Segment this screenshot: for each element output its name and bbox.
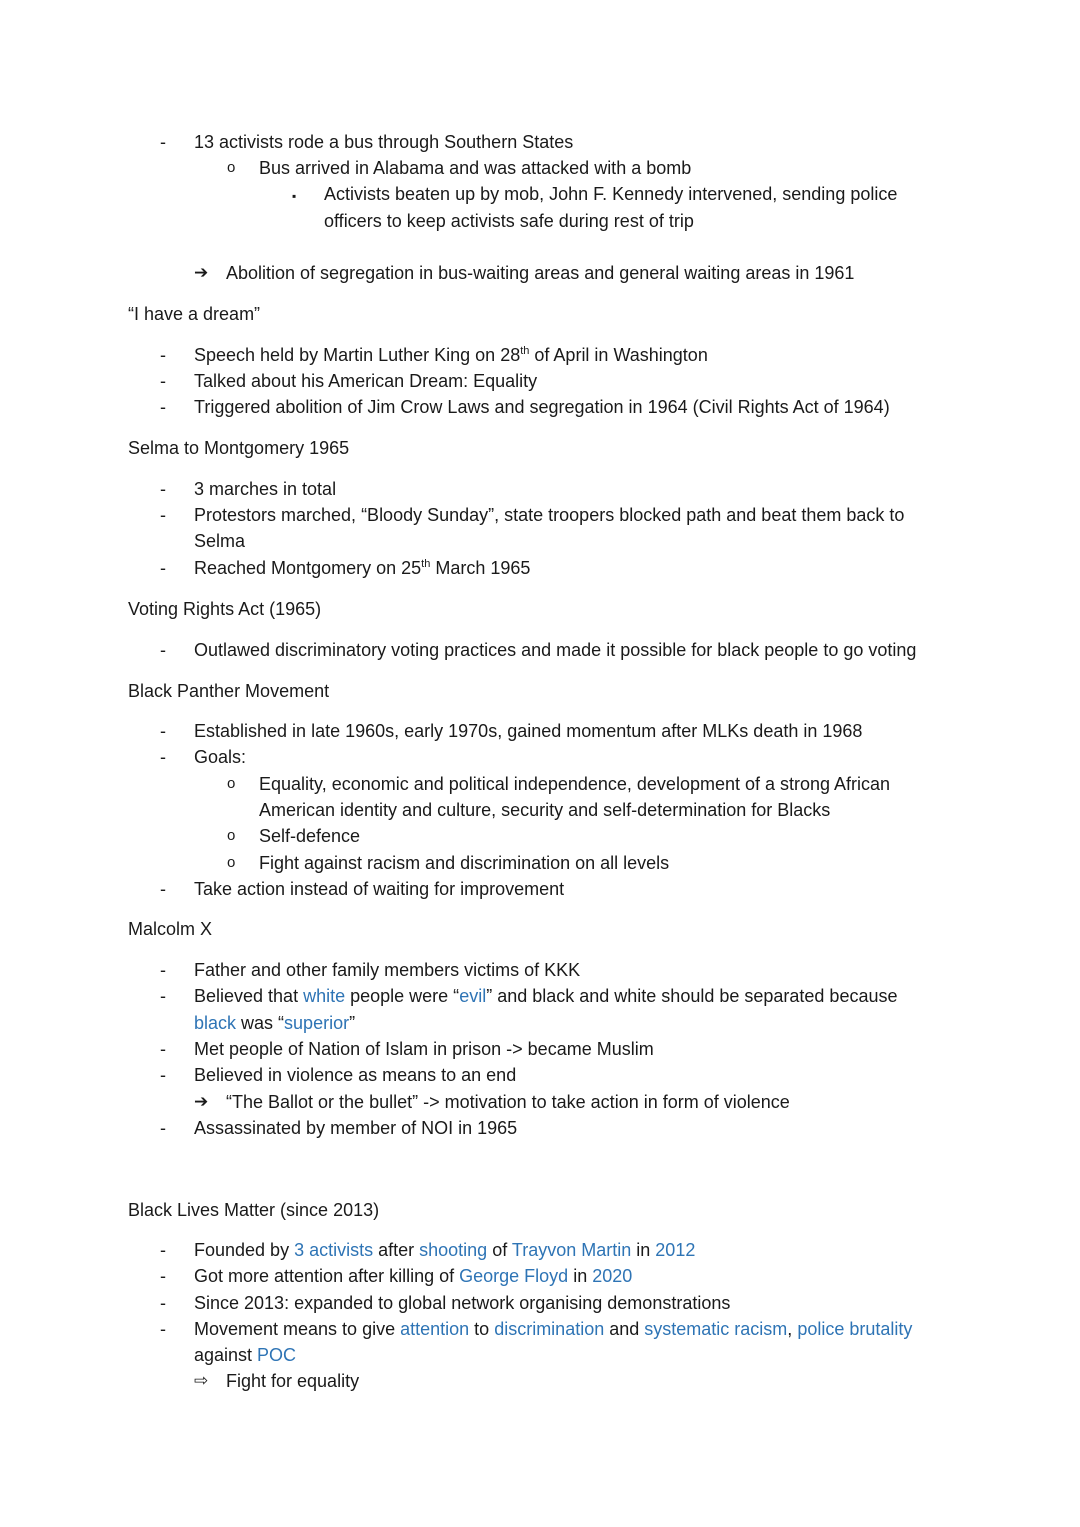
highlighted-term: black [194, 1013, 237, 1033]
text-run: March 1965 [430, 558, 531, 578]
dash-bullet: - [160, 879, 166, 899]
section-heading [128, 918, 212, 940]
text-run: Movement means to give [194, 1319, 401, 1339]
text-run: Take action instead of waiting for improvement [194, 879, 565, 899]
bullet-text [259, 773, 890, 795]
dash-bullet: - [160, 640, 166, 660]
dash-bullet: - [160, 986, 166, 1006]
bullet-text [194, 504, 904, 526]
text-run: Believed that [194, 986, 304, 1006]
text-run: Reached Montgomery on 25 [194, 558, 422, 578]
section-heading [128, 680, 329, 702]
highlighted-term: George Floyd [459, 1266, 569, 1286]
highlighted-term: discrimination [494, 1319, 605, 1339]
bullet-text [324, 183, 897, 205]
text-run: ” [349, 1013, 356, 1033]
highlighted-term: 2020 [592, 1266, 633, 1286]
text-run: Speech held by Martin Luther King on 28 [194, 345, 521, 365]
square-bullet-icon: ▪ [292, 189, 297, 203]
text-run: Outlawed discriminatory voting practices and made it possible for black people to go voting [194, 640, 917, 660]
dash-bullet: - [160, 505, 166, 525]
text-run: Bus arrived in Alabama and was attacked with a bomb [259, 158, 692, 178]
dash-bullet: - [160, 1039, 166, 1059]
bullet-text [259, 852, 669, 874]
text-run: Father and other family members victims of KKK [194, 960, 581, 980]
dash-bullet: - [160, 1240, 166, 1260]
dash-bullet: - [160, 1319, 166, 1339]
bullet-text [194, 959, 580, 981]
circle-bullet-icon: o [227, 854, 236, 871]
circle-bullet-icon: o [227, 827, 236, 844]
text-run: ” and black and white should be separated because [486, 986, 898, 1006]
dash-bullet: - [160, 960, 166, 980]
text-run: Talked about his American Dream: Equality [194, 371, 538, 391]
text-run: Believed in violence as means to an end [194, 1065, 517, 1085]
bullet-text [194, 1064, 516, 1086]
text-run: Assassinated by member of NOI in 1965 [194, 1118, 518, 1138]
text-run: Fight against racism and discrimination on all levels [259, 853, 670, 873]
highlighted-term: POC [257, 1345, 297, 1365]
ordinal-suffix: th [421, 558, 431, 570]
bullet-text [194, 478, 336, 500]
text-run: Black Panther Movement [128, 681, 330, 701]
bullet-text [194, 1292, 730, 1314]
section-heading [128, 1199, 379, 1221]
text-run: Selma to Montgomery 1965 [128, 438, 350, 458]
bullet-text [194, 878, 564, 900]
highlighted-term: white [303, 986, 346, 1006]
text-run: 3 marches in total [194, 479, 337, 499]
dash-bullet: - [160, 132, 166, 152]
bullet-continuation [324, 210, 694, 232]
text-run: of [487, 1240, 512, 1260]
bullet-text [194, 1038, 654, 1060]
text-run: Since 2013: expanded to global network organising demonstrations [194, 1293, 731, 1313]
text-run: Equality, economic and political independence, development of a strong African [259, 774, 891, 794]
text-run: Protestors marched, “Bloody Sunday”, state troopers blocked path and beat them back to [194, 505, 905, 525]
section-heading [128, 437, 349, 459]
highlighted-term: 3 activists [294, 1240, 374, 1260]
bullet-text [194, 370, 537, 392]
highlighted-term: Trayvon Martin [511, 1240, 632, 1260]
text-run: and [604, 1319, 645, 1339]
bullet-text [194, 746, 246, 768]
ordinal-suffix: th [520, 345, 530, 357]
text-run: Founded by [194, 1240, 295, 1260]
bullet-continuation [194, 530, 245, 552]
bullet-continuation [194, 1012, 355, 1034]
text-run: officers to keep activists safe during rest of trip [324, 211, 694, 231]
text-run: in [631, 1240, 656, 1260]
text-run: Got more attention after killing of [194, 1266, 460, 1286]
text-run: , [787, 1319, 798, 1339]
text-run: Self-defence [259, 826, 361, 846]
arrow-bullet-icon: ➔ [194, 1092, 209, 1111]
highlighted-term: 2012 [655, 1240, 696, 1260]
dash-bullet: - [160, 371, 166, 391]
text-run: Selma [194, 531, 246, 551]
highlighted-term: attention [400, 1319, 470, 1339]
bullet-text [194, 557, 530, 579]
dash-bullet: - [160, 558, 166, 578]
highlighted-term: evil [459, 986, 487, 1006]
highlighted-term: police brutality [797, 1319, 913, 1339]
text-run: against [194, 1345, 258, 1365]
bullet-text [194, 1239, 695, 1261]
dash-bullet: - [160, 1266, 166, 1286]
bullet-continuation [259, 799, 830, 821]
text-run: Triggered abolition of Jim Crow Laws and segregation in 1964 (Civil Rights Act of 1964) [194, 397, 890, 417]
bullet-text [194, 1117, 517, 1139]
text-run: of April in Washington [529, 345, 708, 365]
text-run: Malcolm X [128, 919, 213, 939]
section-heading [128, 598, 321, 620]
dash-bullet: - [160, 1293, 166, 1313]
bullet-text [194, 131, 573, 153]
text-run: was “ [236, 1013, 285, 1033]
bullet-text [194, 720, 862, 742]
text-run: “I have a dream” [128, 304, 261, 324]
bullet-text [194, 639, 916, 661]
text-run: Black Lives Matter (since 2013) [128, 1200, 380, 1220]
text-run: Activists beaten up by mob, John F. Kennedy intervened, sending police [324, 184, 898, 204]
outline-arrow-bullet-icon: ⇨ [194, 1371, 209, 1390]
text-run: Fight for equality [226, 1371, 360, 1391]
bullet-text [194, 985, 898, 1007]
text-run: Goals: [194, 747, 247, 767]
arrow-bullet-icon: ➔ [194, 263, 209, 282]
bullet-text [194, 344, 708, 366]
text-run: after [373, 1240, 420, 1260]
highlighted-term: systematic racism [644, 1319, 788, 1339]
text-run: in [568, 1266, 593, 1286]
bullet-text [194, 1318, 912, 1340]
dash-bullet: - [160, 397, 166, 417]
text-run: Established in late 1960s, early 1970s, gained momentum after MLKs death in 1968 [194, 721, 863, 741]
bullet-continuation [194, 1344, 296, 1366]
highlighted-term: shooting [419, 1240, 488, 1260]
text-run: Met people of Nation of Islam in prison -> became Muslim [194, 1039, 654, 1059]
bullet-text [194, 396, 890, 418]
dash-bullet: - [160, 1118, 166, 1138]
section-heading [128, 303, 260, 325]
bullet-text [226, 1370, 359, 1392]
bullet-text [194, 1265, 632, 1287]
dash-bullet: - [160, 479, 166, 499]
text-run: people were “ [345, 986, 460, 1006]
highlighted-term: superior [284, 1013, 350, 1033]
text-run: Abolition of segregation in bus-waiting areas and general waiting areas in 1961 [226, 263, 855, 283]
text-run: “The Ballot or the bullet” -> motivation to take action in form of violence [226, 1092, 790, 1112]
dash-bullet: - [160, 1065, 166, 1085]
text-run: 13 activists rode a bus through Southern States [194, 132, 574, 152]
circle-bullet-icon: o [227, 159, 236, 176]
dash-bullet: - [160, 345, 166, 365]
text-run: to [469, 1319, 495, 1339]
bullet-text [226, 262, 854, 284]
text-run: Voting Rights Act (1965) [128, 599, 322, 619]
dash-bullet: - [160, 721, 166, 741]
text-run: American identity and culture, security and self-determination for Blacks [259, 800, 831, 820]
dash-bullet: - [160, 747, 166, 767]
bullet-text [259, 157, 691, 179]
bullet-text [259, 825, 360, 847]
bullet-text [226, 1091, 790, 1113]
circle-bullet-icon: o [227, 775, 236, 792]
